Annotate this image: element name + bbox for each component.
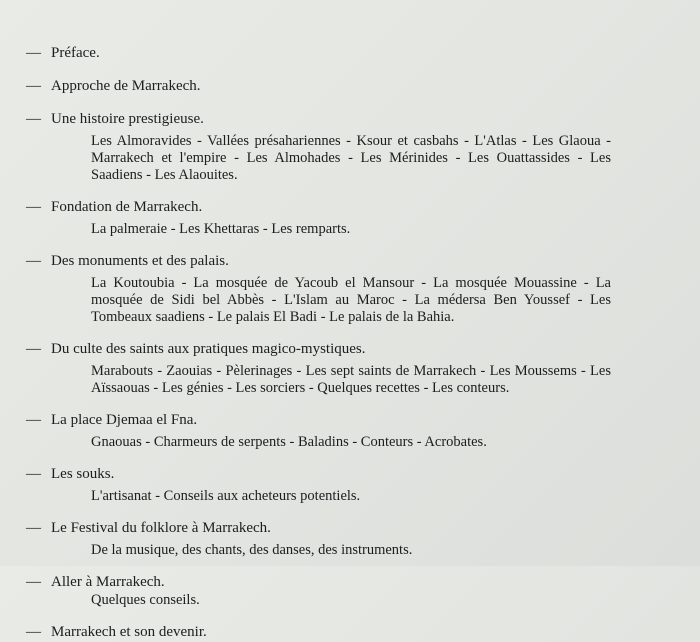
dash-marker: — [26, 253, 41, 269]
toc-entry-title: Préface. [51, 45, 100, 61]
toc-entry-devenir [26, 623, 626, 642]
toc-entry-subtopics: La Koutoubia - La mosquée de Yacoub el Mansour - La mosquée Mouassine - La mosquée de Sidi bel Abbès - L'Islam au Maroc - La médersa Ben Youssef - Les Tombeaux saadiens - Le palais El Badi - Le palais de la Bahia. [91, 275, 611, 325]
dash-marker: — [26, 466, 41, 482]
toc-entry-title: Des monuments et des palais. [51, 253, 229, 269]
toc-entry-approche [26, 77, 626, 96]
toc-entry-histoire [26, 110, 626, 184]
toc-entry-fondation [26, 198, 626, 238]
dash-marker: — [26, 45, 41, 61]
toc-entry-subtopics: Marabouts - Zaouias - Pèlerinages - Les sept saints de Marrakech - Les Moussems - Les Aïssaouas - Les génies - Les sorciers - Quelques recettes - Les conteurs. [91, 363, 611, 396]
dash-marker: — [26, 412, 41, 428]
toc-entry-title: Marrakech et son devenir. [51, 624, 207, 640]
dash-marker: — [26, 78, 41, 94]
toc-entry-monuments [26, 252, 626, 326]
toc-entry-title: Approche de Marrakech. [51, 78, 201, 94]
toc-entry-subtopics: De la musique, des chants, des danses, des instruments. [91, 542, 413, 558]
toc-entry-aller [26, 573, 626, 609]
toc-entry-preface [26, 44, 626, 63]
toc-entry-subtopics: Quelques conseils. [91, 592, 200, 608]
toc-entry-djemaa [26, 411, 626, 451]
toc-entry-festival [26, 519, 626, 559]
toc-entry-souks [26, 465, 626, 505]
toc-entry-subtopics: L'artisanat - Conseils aux acheteurs potentiels. [91, 488, 361, 504]
dash-marker: — [26, 520, 41, 536]
toc-entry-title: La place Djemaa el Fna. [51, 412, 198, 428]
toc-entry-title: Aller à Marrakech. [51, 574, 165, 590]
dash-marker: — [26, 199, 41, 215]
toc-entry-title: Du culte des saints aux pratiques magico-mystiques. [51, 341, 366, 357]
dash-marker: — [26, 624, 41, 640]
toc-entry-title: Le Festival du folklore à Marrakech. [51, 520, 271, 536]
toc-entry-subtopics: Les Almoravides - Vallées présahariennes - Ksour et casbahs - L'Atlas - Les Glaoua - Marrakech et l'empire - Les Almohades - Les Mérinides - Les Ouattassides - Les Saadiens - Les Alaouites. [91, 133, 611, 183]
toc-entry-title: Fondation de Marrakech. [51, 199, 203, 215]
toc-entry-subtopics: La palmeraie - Les Khettaras - Les remparts. [91, 221, 351, 237]
dash-marker: — [26, 341, 41, 357]
toc-entry-subtopics: Gnaouas - Charmeurs de serpents - Baladins - Conteurs - Acrobates. [91, 434, 487, 450]
toc-entry-title: Une histoire prestigieuse. [51, 111, 204, 127]
toc-entry-culte [26, 340, 626, 397]
table-of-contents [26, 44, 626, 642]
toc-entry-title: Les souks. [51, 466, 115, 482]
dash-marker: — [26, 111, 41, 127]
dash-marker: — [26, 574, 41, 590]
